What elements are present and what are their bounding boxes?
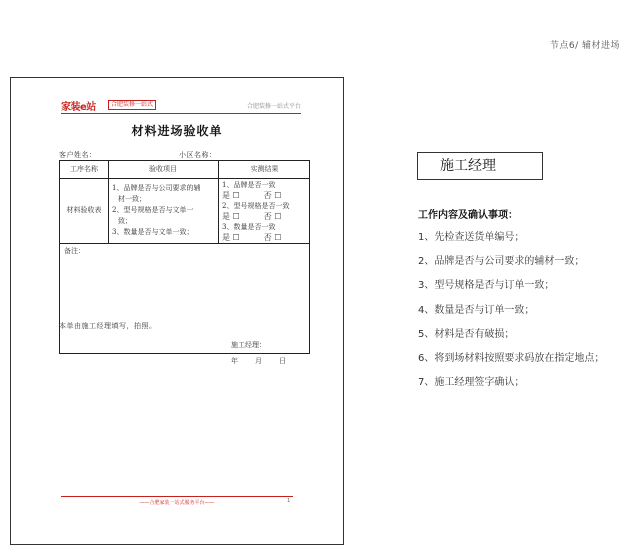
- role-box: 施工经理: [417, 152, 543, 180]
- list-item: 7、施工经理签字确认；: [418, 377, 525, 389]
- result-item: 2、型号规格是否一致: [222, 202, 290, 210]
- date-line: 年 月 日: [231, 357, 287, 365]
- row-divider: [60, 178, 309, 179]
- form-note: 本单由施工经理填写，拍照。: [59, 322, 157, 330]
- list-item: 5、材料是否有破损；: [418, 328, 515, 340]
- confirm-steps: [418, 232, 604, 401]
- acceptance-form-sheet: [10, 77, 344, 545]
- result-item: 1、品牌是否一致: [222, 181, 276, 189]
- node-label: 节点6/ 辅材进场: [549, 41, 620, 51]
- result-checkboxes[interactable]: 是 ☐ 否 ☐: [222, 233, 282, 242]
- list-item: 2、品牌是否与公司要求的辅材一致；: [418, 256, 585, 268]
- signer-label: 施工经理：: [231, 341, 266, 349]
- result-checkboxes[interactable]: 是 ☐ 否 ☐: [222, 212, 282, 221]
- footer-text: ——合肥家装一站式服务平台——: [139, 500, 215, 506]
- list-item: 1、先检查送货单编号；: [418, 232, 525, 243]
- header-divider: [61, 113, 301, 114]
- check-item: 材一致；: [118, 195, 146, 203]
- remark-label: 备注：: [64, 247, 85, 255]
- form-title: 材料进场验收单: [131, 124, 223, 138]
- row-divider: [60, 243, 309, 244]
- result-item: 3、数量是否一致: [222, 223, 276, 231]
- community-name-field: 小区名称：: [179, 151, 217, 159]
- company-logo: 家装e站: [61, 102, 96, 113]
- check-item: 致；: [118, 217, 132, 225]
- logo-tag: 合肥装修一站式: [108, 100, 156, 110]
- column-header: 验收项目: [149, 165, 177, 173]
- footer-page-number: 1: [287, 498, 291, 504]
- row-name: 材料验收表: [66, 206, 102, 214]
- result-checkboxes[interactable]: 是 ☐ 否 ☐: [222, 191, 282, 200]
- form-header: [61, 98, 301, 112]
- footer-divider: [61, 496, 293, 497]
- header-slogan: 合肥装修一站式平台: [246, 103, 301, 110]
- check-item: 1、品牌是否与公司要求的辅: [112, 184, 201, 192]
- column-header: 工序名称: [70, 165, 98, 173]
- list-item: 3、型号规格是否与订单一致；: [418, 280, 555, 292]
- check-item: 2、型号规格是否与文单一: [112, 206, 194, 214]
- check-item: 3、数量是否与文单一致；: [112, 228, 194, 236]
- list-item: 6、将到场材料按照要求码放在指定地点；: [418, 352, 605, 364]
- column-header: 实测结果: [250, 165, 279, 173]
- list-item: 4、数量是否与订单一致；: [418, 304, 535, 316]
- confirm-title: 工作内容及确认事项：: [418, 210, 518, 221]
- customer-name-field: 客户姓名：: [59, 151, 97, 159]
